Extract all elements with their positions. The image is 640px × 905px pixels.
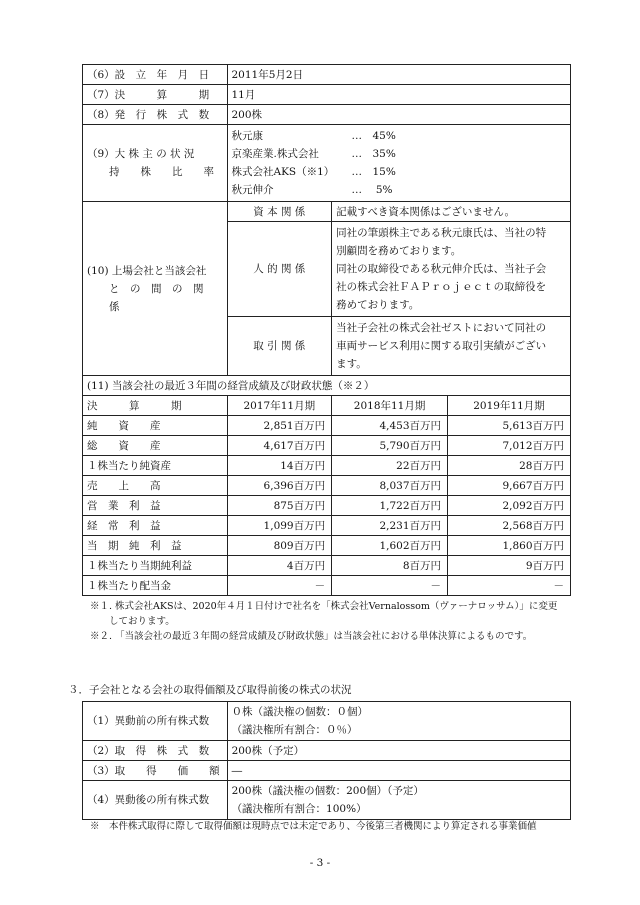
- results-row: [83, 536, 571, 556]
- share-row-label: （1）異動前の所有株式数: [83, 702, 228, 741]
- share-row: [83, 781, 571, 820]
- share-row-line: ０株（議決権の個数：０個）: [231, 706, 369, 718]
- results-cell: 2,568百万円: [448, 516, 571, 536]
- major-holders: [227, 125, 571, 202]
- holder-row: [232, 145, 567, 163]
- major-label: [83, 125, 228, 202]
- holder-name: 京楽産業.株式会社: [231, 148, 319, 160]
- results-row: [83, 516, 571, 536]
- page-number: - 3 -: [309, 857, 331, 869]
- share-row-label: （2）取 得 株 式 数: [83, 741, 228, 761]
- results-cell: 1,099百万円: [227, 516, 332, 536]
- row-results-title: [83, 376, 571, 396]
- results-row-label: 総 資 産: [83, 436, 228, 456]
- results-cell: －: [332, 576, 448, 596]
- row-major-shareholders: [83, 125, 571, 202]
- share-row-value: [227, 702, 570, 741]
- share-row-label: （4）異動後の所有株式数: [83, 781, 228, 820]
- shares-value: 200株: [227, 105, 571, 125]
- row-results-header: [83, 396, 571, 416]
- capital-label: 資 本 関 係: [227, 202, 332, 222]
- company-overview-table: [82, 64, 571, 596]
- holder-pct: … 35%: [351, 148, 396, 160]
- results-header-year: 2018年11月期: [332, 396, 448, 416]
- major-label-line1: （9）大 株 主 の 状 況: [87, 148, 195, 160]
- results-row-label: 営 業 利 益: [83, 496, 228, 516]
- relations-label-line1: (10) 上場会社と当該会社: [87, 264, 207, 277]
- results-row: [83, 556, 571, 576]
- results-row-label: １株当たり配当金: [83, 576, 228, 596]
- holder-row: [232, 127, 567, 145]
- results-cell: 22百万円: [332, 456, 448, 476]
- results-cell: 2,231百万円: [332, 516, 448, 536]
- row-capital-relation: [83, 202, 571, 222]
- results-cell: 4,453百万円: [332, 416, 448, 436]
- results-header-label: 決 算 期: [83, 396, 228, 416]
- share-status-table: [82, 701, 571, 820]
- results-cell: 7,012百万円: [448, 436, 571, 456]
- share-row: [83, 741, 571, 761]
- established-label: （6）設 立 年 月 日: [83, 65, 228, 85]
- share-row-value: 200株（予定）: [227, 741, 570, 761]
- results-row-label: 経 常 利 益: [83, 516, 228, 536]
- share-row-value: [227, 781, 570, 820]
- relations-label: [83, 202, 228, 376]
- major-label-line2: 持 株 比 率: [109, 166, 214, 178]
- row-shares: [83, 105, 571, 125]
- established-value: 2011年5月2日: [227, 65, 571, 85]
- results-cell: 4百万円: [227, 556, 332, 576]
- results-cell: 14百万円: [227, 456, 332, 476]
- footnote-2: ※２. 「当該会社の最近３年間の経営成績及び財政状態」は当該会社における単体決算によるものです。: [90, 631, 533, 642]
- results-row: [83, 436, 571, 456]
- holder-name: 秋元伸介: [231, 184, 274, 196]
- share-row-line: （議決権所有割合：０％）: [231, 724, 358, 736]
- capital-text: 記載すべき資本関係はございません。: [332, 202, 571, 222]
- results-cell: 8百万円: [332, 556, 448, 576]
- results-row: [83, 416, 571, 436]
- holder-name: 秋元康: [231, 130, 263, 142]
- results-cell: 8,037百万円: [332, 476, 448, 496]
- trade-text: [332, 317, 571, 376]
- results-row-label: １株当たり当期純利益: [83, 556, 228, 576]
- fiscal-value: 11月: [227, 85, 571, 105]
- results-cell: 9百万円: [448, 556, 571, 576]
- results-cell: 6,396百万円: [227, 476, 332, 496]
- results-cell: 5,790百万円: [332, 436, 448, 456]
- results-header-year: 2017年11月期: [227, 396, 332, 416]
- trade-line: 当社子会社の株式会社ゼストにおいて同社の: [336, 322, 547, 334]
- results-row: [83, 496, 571, 516]
- holder-pct: … 45%: [351, 130, 396, 142]
- results-cell: －: [448, 576, 571, 596]
- results-cell: 2,851百万円: [227, 416, 332, 436]
- results-cell: 1,722百万円: [332, 496, 448, 516]
- holder-pct: … 5%: [351, 184, 393, 196]
- share-row: [83, 761, 571, 781]
- share-row-line: 200株（議決権の個数：200個）（予定）: [231, 785, 424, 797]
- holder-name: 株式会社AKS（※1）: [231, 166, 335, 178]
- relations-label-line2: と の 間 の 関 係: [109, 282, 214, 313]
- results-cell: 9,667百万円: [448, 476, 571, 496]
- results-cell: 1,860百万円: [448, 536, 571, 556]
- results-cell: 5,613百万円: [448, 416, 571, 436]
- results-cell: 875百万円: [227, 496, 332, 516]
- holder-row: [232, 181, 567, 199]
- footnote-1-cont: しております。: [90, 616, 175, 627]
- personnel-line: 務めております。: [336, 299, 420, 311]
- results-header-year: 2019年11月期: [448, 396, 571, 416]
- results-cell: －: [227, 576, 332, 596]
- shares-label: （8）発 行 株 式 数: [83, 105, 228, 125]
- trade-label: 取 引 関 係: [227, 317, 332, 376]
- holder-row: [232, 163, 567, 181]
- row-fiscal: [83, 85, 571, 105]
- results-row: [83, 456, 571, 476]
- results-row-label: １株当たり純資産: [83, 456, 228, 476]
- results-cell: 28百万円: [448, 456, 571, 476]
- holder-pct: … 15%: [351, 166, 396, 178]
- trade-line: ます。: [336, 358, 367, 370]
- share-row-value: ―: [227, 761, 570, 781]
- fiscal-label: （7）決 算 期: [83, 85, 228, 105]
- results-cell: 809百万円: [227, 536, 332, 556]
- results-row: [83, 576, 571, 596]
- results-title: (11) 当該会社の最近３年間の経営成績及び財政状態（※２）: [83, 376, 571, 396]
- results-row-label: 当 期 純 利 益: [83, 536, 228, 556]
- results-row-label: 売 上 高: [83, 476, 228, 496]
- personnel-line: 同社の筆頭株主である秋元康氏は、当社の特: [336, 227, 547, 239]
- section-3-note: ※ 本件株式取得に際して取得価額は現時点では未定であり、今後第三者機関により算定される事業価値: [90, 821, 537, 832]
- trade-line: 車両サービス利用に関する取引実績がござい: [336, 340, 547, 352]
- section-3-title: ３．子会社となる会社の取得価額及び取得前後の株式の状況: [68, 684, 352, 696]
- share-row-line: （議決権所有割合：100%）: [231, 803, 367, 815]
- results-row-label: 純 資 産: [83, 416, 228, 436]
- row-established: [83, 65, 571, 85]
- results-cell: 1,602百万円: [332, 536, 448, 556]
- results-cell: 2,092百万円: [448, 496, 571, 516]
- personnel-line: 別顧問を務めております。: [336, 245, 462, 257]
- results-row: [83, 476, 571, 496]
- personnel-text: [332, 222, 571, 317]
- personnel-label: 人 的 関 係: [227, 222, 332, 317]
- footnote-1: ※１. 株式会社AKSは、2020年４月１日付けで社名を「株式会社Vernalossom（ヴァーナロッサム）」に変更: [90, 601, 558, 612]
- share-row-label: （3）取 得 価 額: [83, 761, 228, 781]
- personnel-line: 同社の取締役である秋元伸介氏は、当社子会: [336, 263, 547, 275]
- share-row: [83, 702, 571, 741]
- results-cell: 4,617百万円: [227, 436, 332, 456]
- personnel-line: 社の株式会社ＦＡＰｒｏｊｅｃｔの取締役を: [336, 281, 547, 293]
